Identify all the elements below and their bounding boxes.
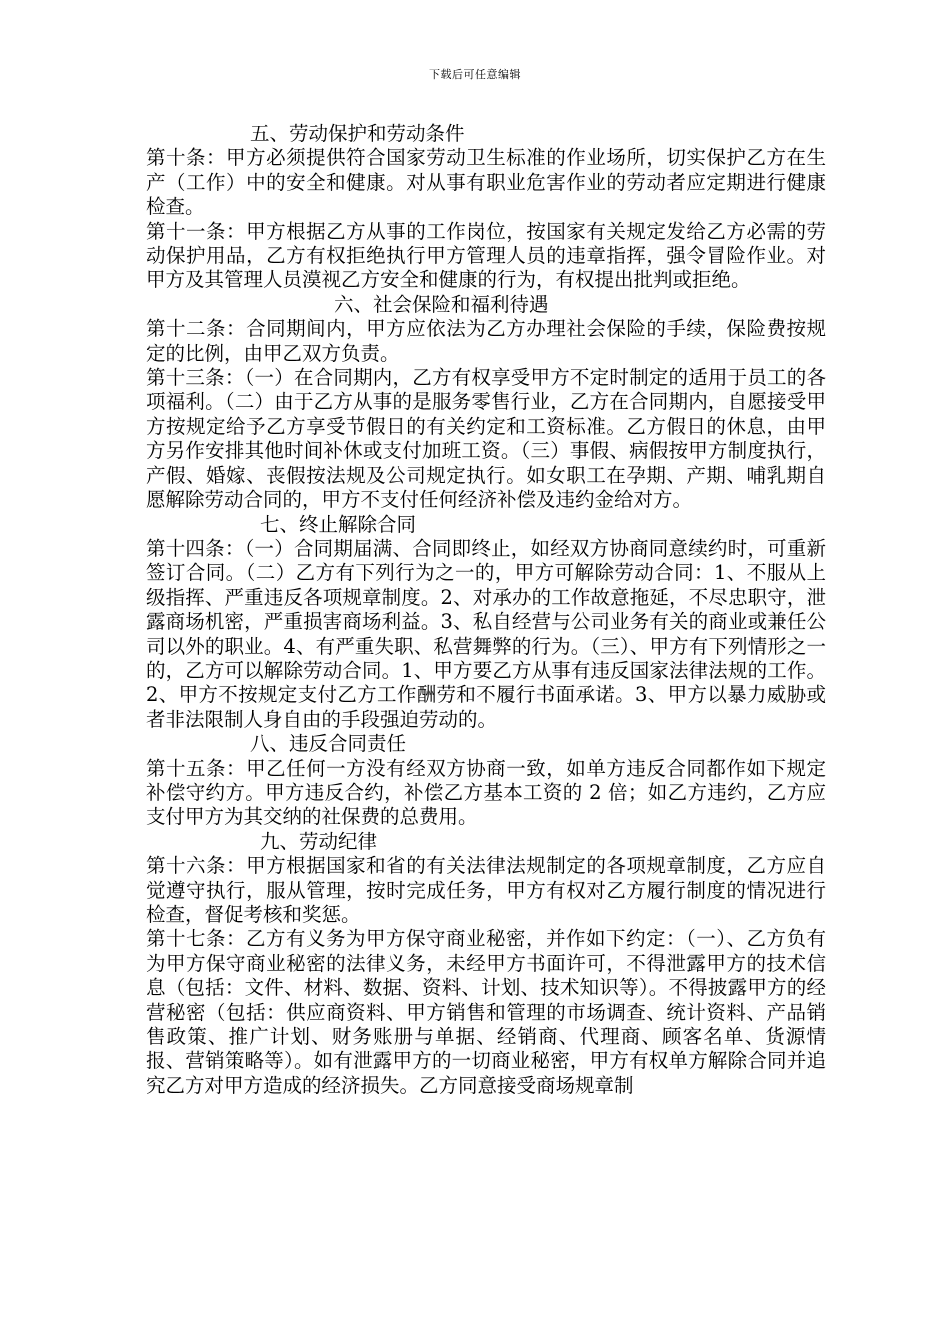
article-17: 第十七条：乙方有义务为甲方保守商业秘密，并作如下约定：（一）、乙方负有为甲方保守商业秘密的法律义务，未经甲方书面许可，不得泄露甲方的技术信息（包括：文件、材料、数据、资料、计划、技术知识等）。不得披露甲方的经营秘密（包括：供应商资料、甲方销售和管理的市场调查、统计资料、产品销售政策、推广计划、财务账册与单据、经销商、代理商、顾客名单、货源情报、营销策略等）。如有泄露甲方的一切商业秘密，甲方有权单方解除合同并追究乙方对甲方造成的经济损失。乙方同意接受商场规章制 — [146, 927, 826, 1097]
article-11: 第十一条：甲方根据乙方从事的工作岗位，按国家有关规定发给乙方必需的劳动保护用品，乙方有权拒绝执行甲方管理人员的违章指挥，强令冒险作业。对甲方及其管理人员漠视乙方安全和健康的行为，有权提出批判或拒绝。 — [146, 219, 826, 292]
section-heading-labor-discipline: 九、劳动纪律 — [260, 829, 378, 853]
section-heading-labor-protection: 五、劳动保护和劳动条件 — [250, 122, 465, 145]
article-10: 第十条：甲方必须提供符合国家劳动卫生标准的作业场所，切实保护乙方在生产（工作）中的安全和健康。对从事有职业危害作业的劳动者应定期进行健康检查。 — [146, 146, 826, 219]
page-header-note: 下载后可任意编辑 — [429, 68, 521, 81]
section-heading-breach-liability: 八、违反合同责任 — [250, 732, 407, 756]
article-12: 第十二条：合同期间内，甲方应依法为乙方办理社会保险的手续，保险费按规定的比例，由甲乙双方负责。 — [146, 317, 826, 365]
article-16: 第十六条：甲方根据国家和省的有关法律法规制定的各项规章制度，乙方应自觉遵守执行，服从管理，按时完成任务，甲方有权对乙方履行制度的情况进行检查，督促考核和奖惩。 — [146, 854, 826, 926]
section-heading-termination: 七、终止解除合同 — [260, 512, 417, 536]
article-14: 第十四条：（一）合同期届满、合同即终止，如经双方协商同意续约时，可重新签订合同。（二）乙方有下列行为之一的，甲方可解除劳动合同：1、不服从上级指挥、严重违反各项规章制度。2、对承办的工作故意拖延，不尽忠职守，泄露商场机密，严重损害商场利益。3、私自经营与公司业务有关的商业或兼任公司以外的职业。4、有严重失职、私营舞弊的行为。（三）、甲方有下列情形之一的，乙方可以解除劳动合同。1、甲方要乙方从事有违反国家法律法规的工作。2、甲方不按规定支付乙方工作酬劳和不履行书面承诺。3、甲方以暴力威胁或者非法限制人身自由的手段强迫劳动的。 — [146, 536, 826, 731]
article-13: 第十三条：（一）在合同期内，乙方有权享受甲方不定时制定的适用于员工的各项福利。（二）由于乙方从事的是服务零售行业，乙方在合同期内，自愿接受甲方按规定给予乙方享受节假日的有关约定和工资标准。乙方假日的休息，由甲方另作安排其他时间补休或支付加班工资。（三）事假、病假按甲方制度执行，产假、婚嫁、丧假按法规及公司规定执行。如女职工在孕期、产期、哺乳期自愿解除劳动合同的，甲方不支付任何经济补偿及违约金给对方。 — [146, 366, 826, 512]
section-heading-social-insurance: 六、社会保险和福利待遇 — [334, 292, 549, 316]
article-15: 第十五条：甲乙任何一方没有经双方协商一致，如单方违反合同都作如下规定补偿守约方。甲方违反合约，补偿乙方基本工资的 2 倍；如乙方违约，乙方应支付甲方为其交纳的社保费的总费用。 — [146, 756, 826, 829]
document-body — [146, 122, 826, 1098]
